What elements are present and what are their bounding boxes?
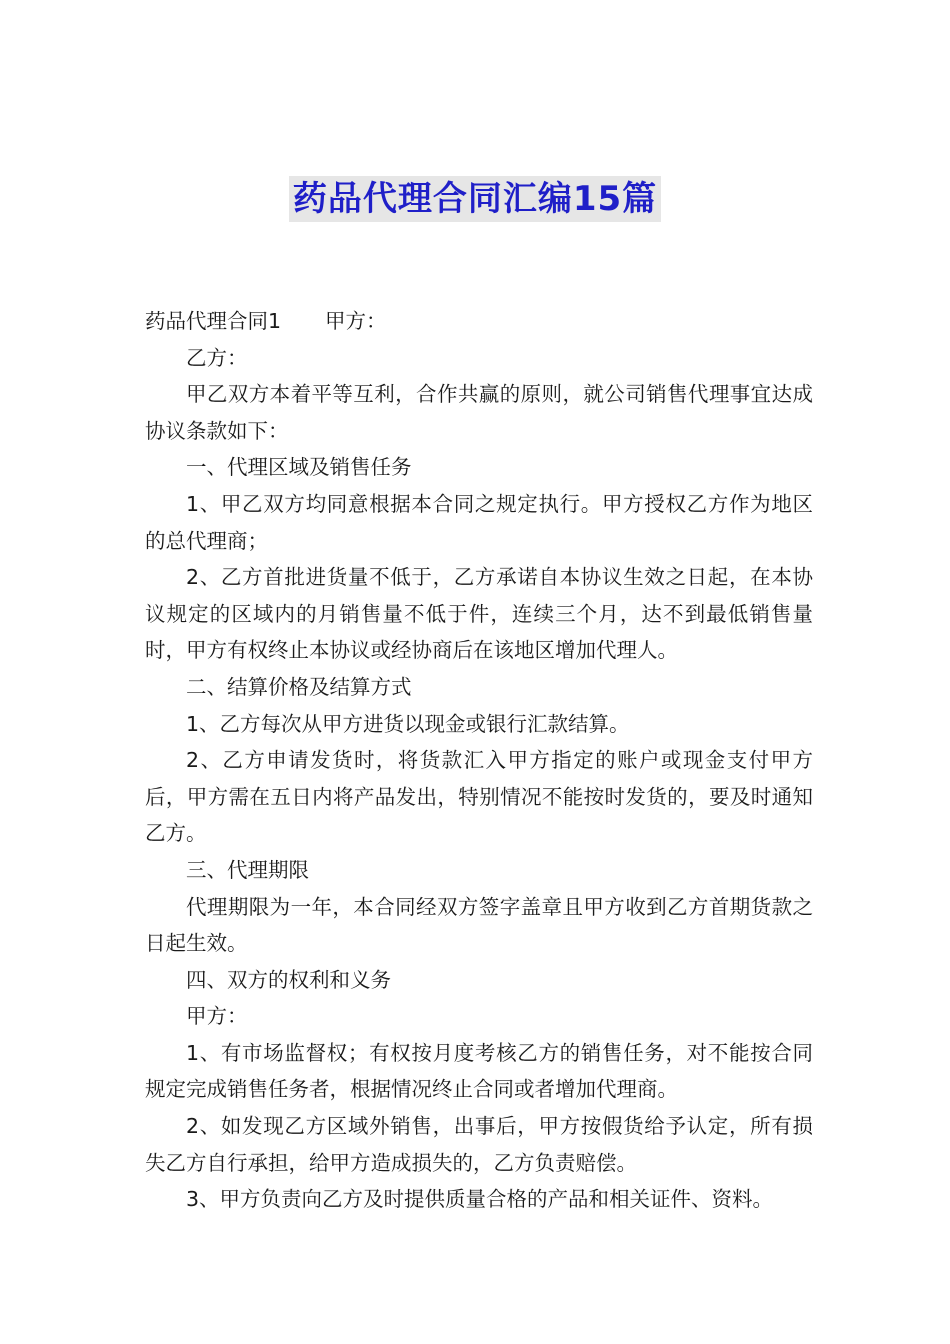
paragraph: 2、如发现乙方区域外销售，出事后，甲方按假货给予认定，所有损失乙方自行承担，给甲方造成损失的，乙方负责赔偿。 [145, 1114, 813, 1175]
contract-heading: 药品代理合同1 [145, 309, 282, 333]
section-heading: 四、双方的权利和义务 [186, 967, 391, 992]
paragraph: 代理期限为一年，本合同经双方签字盖章且甲方收到乙方首期货款之日起生效。 [145, 894, 813, 956]
paragraph: 2、乙方首批进货量不低于，乙方承诺自本协议生效之日起，在本协议规定的区域内的月销售量不低于件，连续三个月，达不到最低销售量时，甲方有权终止本协议或经协商后在该地区增加代理人。 [145, 565, 813, 663]
party-a-label: 甲方： [325, 309, 387, 333]
document-body [145, 303, 813, 1218]
section-heading: 一、代理区域及销售任务 [186, 455, 412, 480]
paragraph: 乙方： [186, 345, 248, 370]
section-heading: 三、代理期限 [186, 857, 309, 882]
paragraph: 2、乙方申请发货时，将货款汇入甲方指定的账户或现金支付甲方后，甲方需在五日内将产品发出，特别情况不能按时发货的，要及时通知乙方。 [145, 748, 813, 846]
document-title: 药品代理合同汇编15篇 [289, 176, 661, 222]
paragraph: 1、有市场监督权；有权按月度考核乙方的销售任务，对不能按合同规定完成销售任务者，根据情况终止合同或者增加代理商。 [145, 1040, 813, 1102]
contract-heading-line [145, 303, 813, 340]
paragraph: 1、乙方每次从甲方进货以现金或银行汇款结算。 [186, 711, 630, 736]
paragraph: 甲方： [186, 1004, 248, 1029]
title-area [0, 176, 950, 222]
paragraph: 甲乙双方本着平等互利，合作共赢的原则，就公司销售代理事宜达成协议条款如下： [145, 382, 813, 443]
paragraph: 1、甲乙双方均同意根据本合同之规定执行。甲方授权乙方作为地区的总代理商； [145, 491, 813, 553]
section-heading: 二、结算价格及结算方式 [186, 674, 412, 699]
paragraph: 3、甲方负责向乙方及时提供质量合格的产品和相关证件、资料。 [186, 1187, 774, 1212]
